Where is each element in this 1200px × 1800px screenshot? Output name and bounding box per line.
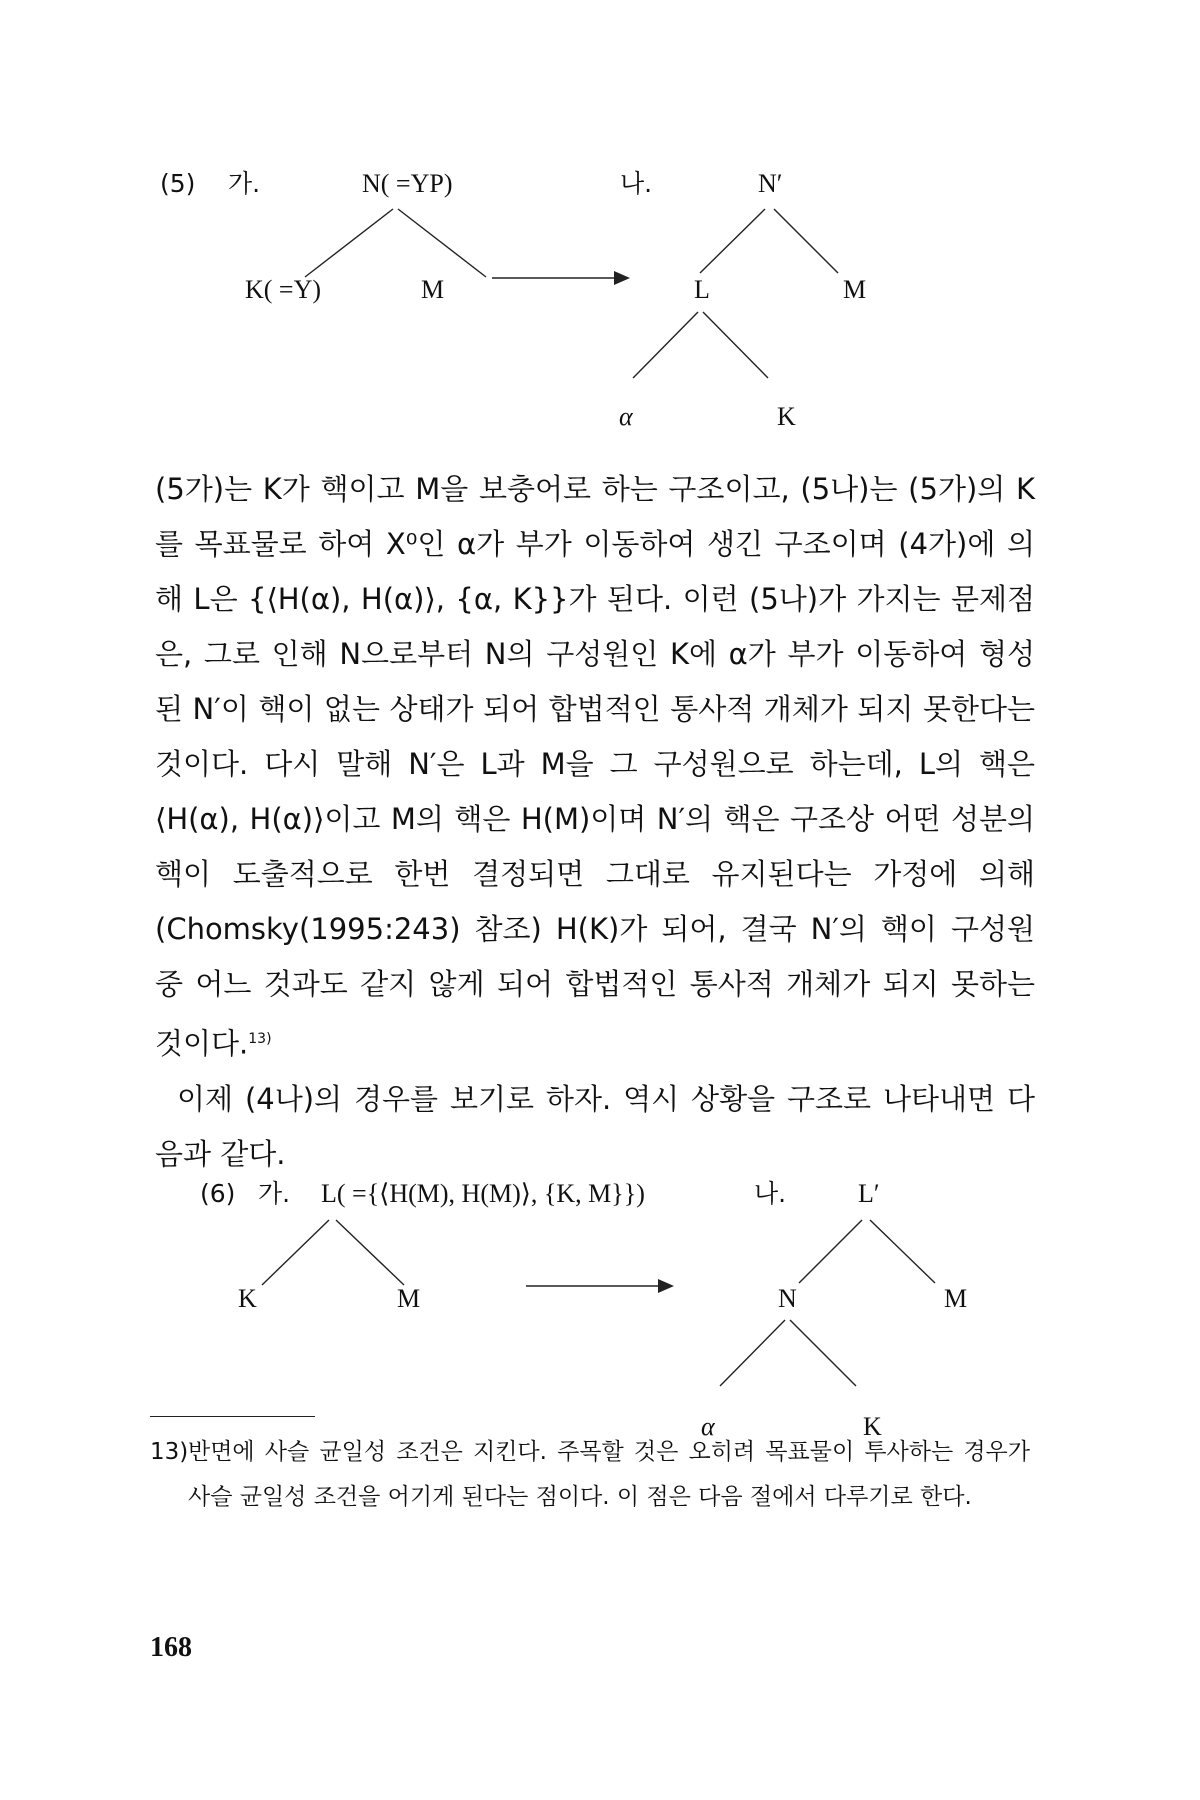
example-5b-root: N′ [758,169,783,198]
arrow-head [614,271,630,285]
paragraph-1 [155,462,1035,1072]
body-text [155,462,1035,1182]
footnote-number: 13) [150,1439,189,1465]
example-5-tree [0,150,1200,430]
example-5b-mid: L [694,275,710,304]
example-5a-right: M [421,275,445,304]
example-6a-label: 가. [258,1179,291,1208]
example-5b-alpha: α [619,402,633,431]
arrow-head [658,1279,674,1293]
footnote-marker: 13) [248,1031,272,1047]
branch-line [790,1320,856,1386]
paragraph-2: 이제 (4나)의 경우를 보기로 하자. 역시 상황을 구조로 나타내면 다음과 같다. [155,1081,1035,1171]
example-6b-root: L′ [858,1179,880,1208]
branch-line [336,1220,404,1285]
branch-line [305,209,393,277]
example-5a-root: N( =YP) [362,169,453,198]
example-5b-k: K [777,402,796,431]
branch-line [799,1220,862,1283]
branch-line [720,1320,785,1386]
example-6b-mid: N [778,1284,797,1313]
branch-line [870,1220,935,1283]
example-5a-label: 가. [228,169,261,198]
example-5-number: (5) [160,169,196,198]
footnote [150,1430,1030,1520]
branch-line [774,209,838,273]
example-5b-right: M [843,275,867,304]
example-5b-label: 나. [620,169,653,198]
footnote-rule [150,1416,315,1417]
example-6-number: (6) [200,1179,236,1208]
example-6b-label: 나. [754,1179,787,1208]
example-6b-k: K [863,1412,882,1441]
example-6-tree [0,1160,1200,1440]
example-6b-alpha: α [701,1412,715,1441]
page-number: 168 [150,1632,192,1663]
example-6a-right: M [397,1284,421,1313]
footnote-text: 반면에 사슬 균일성 조건은 지킨다. 주목할 것은 오히려 목표물이 투사하는 경우가 사슬 균일성 조건을 어기게 된다는 점이다. 이 점은 다음 절에서 다루기로 한다. [188,1439,1030,1510]
paragraph-1-text: (5가)는 K가 핵이고 M을 보충어로 하는 구조이고, (5나)는 (5가)의 K를 목표물로 하여 X⁰인 α가 부가 이동하여 생긴 구조이며 (4가)에 의해 L은 {⟨H(α), H(α)⟩, {α, K}}가 된다. 이런 (5나)가 가지는 문제점은, 그로 인해 N으로부터 N의 구성원인 K에 α가 부가 이동하여 형성된 N′이 핵이 없는 상태가 되어 합법적인 통사적 개체가 되지 못한다는 것이다. 다시 말해 N′은 L과 M을 그 구성원으로 하는데, L의 핵은 ⟨H(α), H(α)⟩이고 M의 핵은 H(M)이며 N′의 핵은 구조상 어떤 성분의 핵이 도출적으로 한번 결정되면 그대로 유지된다는 가정에 의해(Chomsky(1995:243) 참조) H(K)가 되어, 결국 N′의 핵이 구성원 중 어느 것과도 같지 않게 되어 합법적인 통사적 개체가 되지 못하는 것이다. [155,472,1035,1061]
branch-line [262,1220,329,1285]
branch-line [700,209,765,273]
example-6a-root: L( ={⟨H(M), H(M)⟩, {K, M}}) [321,1179,645,1208]
branch-line [633,312,698,378]
branch-line [703,312,768,378]
example-5a-left: K( =Y) [245,275,322,304]
example-6b-right: M [944,1284,968,1313]
example-6a-left: K [238,1284,257,1313]
branch-line [398,209,486,277]
